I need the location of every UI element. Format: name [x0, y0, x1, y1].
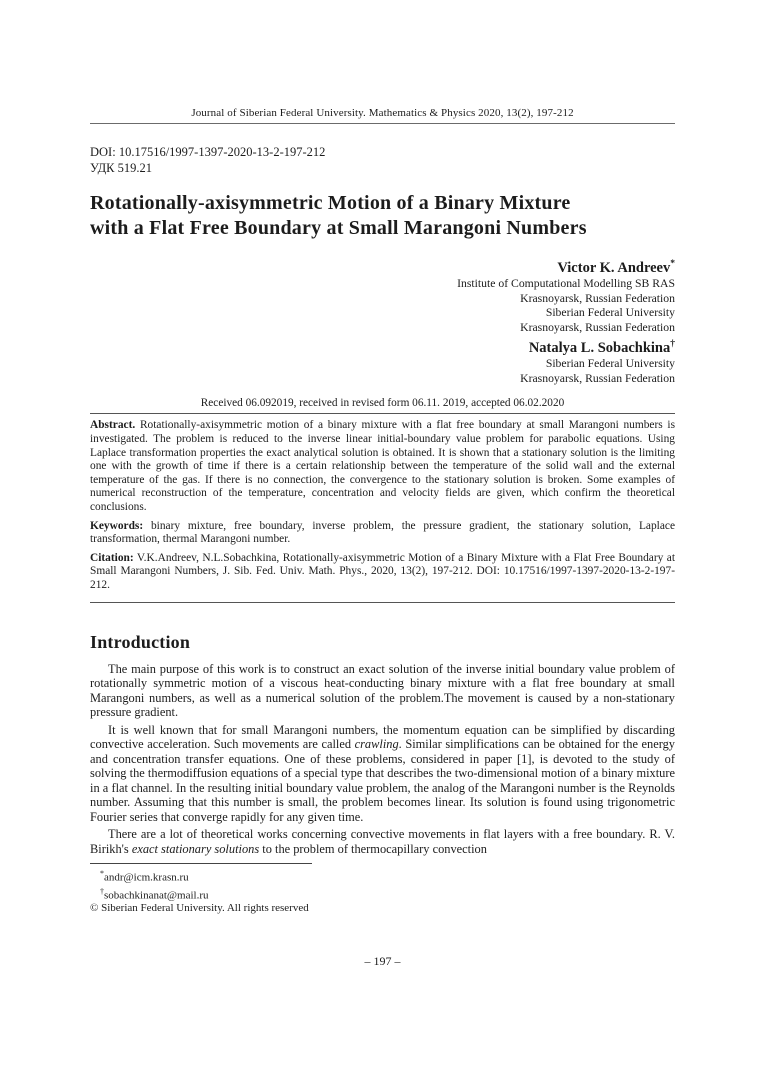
footnote-email-andreev	[90, 867, 675, 885]
keywords-text: binary mixture, free boundary, inverse problem, the pressure gradient, the stationary solution, Laplace transformation, thermal Marangoni number.	[90, 519, 675, 546]
abstract-label: Abstract.	[90, 419, 136, 432]
author-affiliation: Krasnoyarsk, Russian Federation	[520, 321, 675, 335]
footnote-email-text: sobachkinanat@mail.ru	[104, 889, 209, 902]
udk-line: УДК 519.21	[90, 160, 152, 175]
citation-text: V.K.Andreev, N.L.Sobachkina, Rotationally-axisymmetric Motion of a Binary Mixture with a Flat Free Boundary at Small Marangoni Numbers, J. Sib. Fed. Univ. Math. Phys., 2020, 13(2), 197-212. DOI: 10.17516/1997-1397-2020-13-2-197-212.	[90, 551, 675, 591]
author-marker-dagger: †	[670, 339, 675, 350]
intro-paragraph-1: The main purpose of this work is to construct an exact solution of the inverse initial boundary value problem of rotationally symmetric motion of a viscous heat-conducting binary mixture with a flat free boundary at small Marangoni numbers, as well as a numerical solution of the problem.The movement is caused by a non-stationary pressure gradient.	[90, 661, 675, 720]
keywords-paragraph	[90, 520, 675, 547]
doi-line: DOI: 10.17516/1997-1397-2020-13-2-197-212	[90, 145, 326, 159]
footnote-email-sobachkina	[90, 885, 675, 903]
copyright-line: © Siberian Federal University. All rights reserved	[90, 902, 309, 915]
author-affiliation: Krasnoyarsk, Russian Federation	[520, 371, 675, 385]
intro-paragraph-3-text: to the problem of thermocapillary convection	[259, 841, 487, 856]
citation-paragraph	[90, 552, 675, 593]
author-marker-asterisk: *	[670, 259, 675, 269]
article-title	[90, 191, 675, 241]
page-content	[90, 0, 675, 915]
article-title-line-1: Rotationally-axisymmetric Motion of a Binary Mixture	[90, 192, 571, 214]
running-head: Journal of Siberian Federal University. Mathematics & Physics 2020, 13(2), 197-212	[191, 107, 574, 119]
running-head-rule	[90, 123, 675, 124]
intro-paragraph-3	[90, 827, 675, 856]
author-affiliation: Institute of Computational Modelling SB RAS	[457, 276, 675, 290]
author-block	[90, 256, 675, 386]
author-name-text: Natalya L. Sobachkina	[528, 339, 671, 356]
intro-paragraph-3-italic: exact stationary solutions	[131, 841, 260, 856]
intro-paragraph-2-italic: crawling	[354, 737, 399, 752]
footnote-marker-dagger: †	[100, 886, 104, 896]
article-title-line-2: with a Flat Free Boundary at Small Marangoni Numbers	[90, 217, 587, 239]
intro-paragraph-2-text: It is well known that for small Marangoni numbers, the momentum equation can be simplified by discarding convective acceleration. Such movements are called	[90, 722, 675, 752]
doi-block	[90, 145, 675, 176]
author-name-sobachkina	[90, 336, 675, 357]
citation-label: Citation:	[90, 551, 134, 564]
author-name-text: Victor K. Andreev	[557, 259, 671, 276]
intro-paragraph-3-text: There are a lot of theoretical works concerning convective movements in flat layers with a free boundary. R. V. Birikh's	[90, 827, 675, 856]
intro-paragraph-2-text: . Similar simplifications can be obtained for the energy and concentration transfer equations. One of these problems, considered in paper [1], is devoted to the study of solving the thermodiffusion equations of a special type that describes the two-dimensional motion of a binary mixture in a flat channel. In the resulting initial boundary value problem, the analog of the Marangoni number is the Reynolds number. Assuming that this number is small, the problem becomes linear. Its solution is found using trigonometric Fourier series that converge rapidly for any given time.	[90, 737, 675, 824]
author-name-andreev	[90, 256, 675, 277]
author-affiliation: Siberian Federal University	[545, 306, 675, 320]
received-line: Received 06.092019, received in revised form 06.11. 2019, accepted 06.02.2020	[200, 397, 565, 410]
introduction-heading: Introduction	[90, 631, 191, 652]
abstract-paragraph	[90, 419, 675, 514]
abstract-top-rule	[90, 413, 675, 414]
page-number: – 197 –	[364, 954, 401, 968]
footnote-marker-asterisk: *	[100, 869, 104, 879]
footnote-email-text: andr@icm.krasn.ru	[104, 871, 189, 884]
footnotes	[90, 867, 675, 915]
abstract-text: Rotationally-axisymmetric motion of a binary mixture with a flat free boundary at small Marangoni numbers is investigated. The problem is reduced to the inverse linear initial-boundary value problem for parabolic equations. Using Laplace transformation properties the exact analytical solution is obtained. It is shown that a stationary solution is the limiting one with the growth of time if there is a certain relationship between the temperature of the solid wall and the external temperature of the gas. If there is no connection, the convergence to the stationary solution is broken. Some examples of numerical reconstruction of the temperature, concentration and velocity fields are given, which confirm the theoretical conclusions.	[90, 419, 675, 513]
intro-paragraph-2	[90, 723, 675, 825]
citation-bottom-rule	[90, 602, 675, 603]
footnote-rule	[90, 863, 312, 864]
author-affiliation: Siberian Federal University	[545, 356, 675, 370]
keywords-label: Keywords:	[90, 519, 144, 532]
author-affiliation: Krasnoyarsk, Russian Federation	[520, 291, 675, 305]
